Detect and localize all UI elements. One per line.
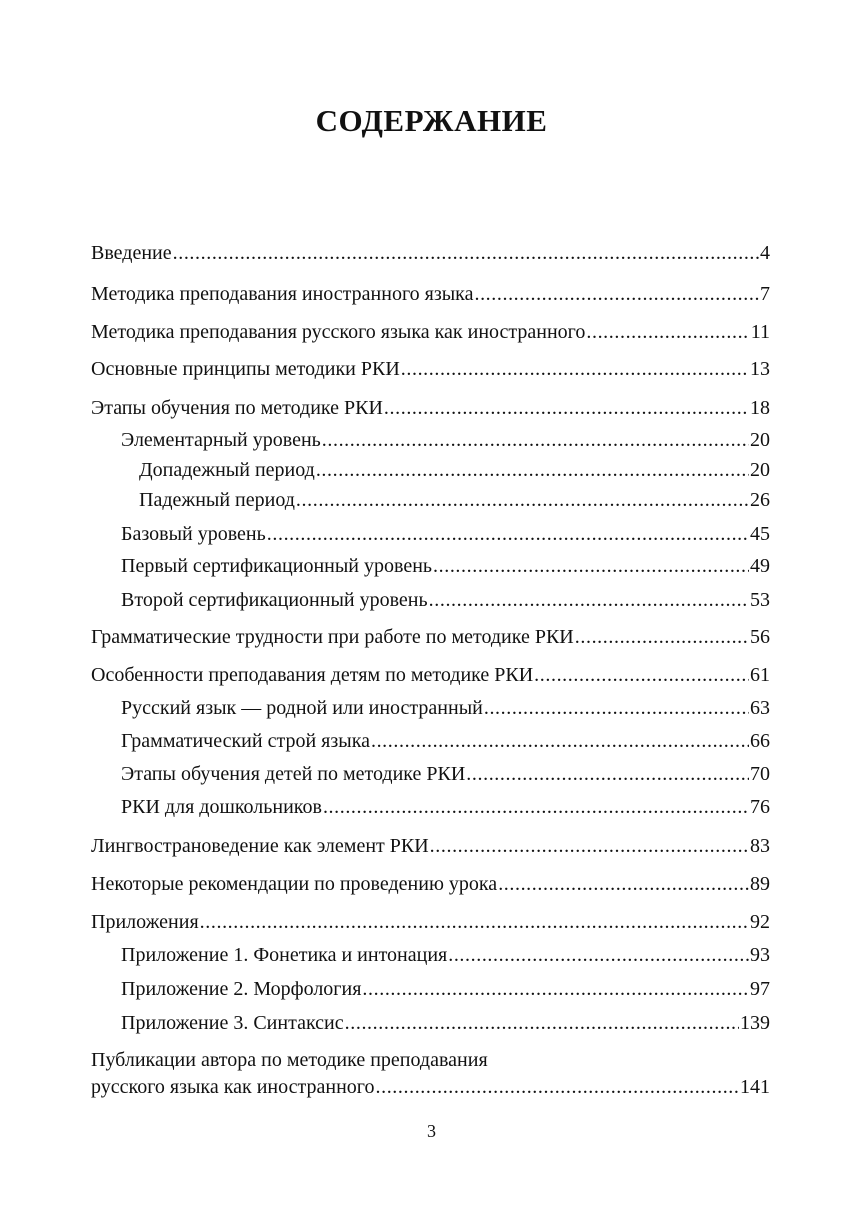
toc-entry-title: РКИ для дошкольников xyxy=(121,796,322,818)
dot-leader xyxy=(534,661,749,689)
dot-leader xyxy=(200,908,749,936)
toc-entry-title: Приложения xyxy=(91,911,199,933)
toc-page-number: 97 xyxy=(750,978,770,1000)
toc-page-number: 92 xyxy=(750,911,770,933)
toc-page-number: 18 xyxy=(750,397,770,419)
toc-entry-publications-line1[interactable]: Публикации автора по методике преподавания xyxy=(91,1049,488,1071)
dot-leader xyxy=(371,727,749,755)
toc-page-number: 4 xyxy=(760,242,770,264)
dot-leader xyxy=(376,1073,740,1101)
toc-entry-title: Русский язык — родной или иностранный xyxy=(121,697,483,719)
toc-page-number: 70 xyxy=(750,763,770,785)
toc-page-number: 26 xyxy=(750,489,770,511)
toc-page-number: 20 xyxy=(750,429,770,451)
toc-entry-title: Приложение 2. Морфология xyxy=(121,978,362,1000)
toc-entry-learning-stages[interactable] xyxy=(91,394,770,422)
dot-leader xyxy=(267,520,749,548)
toc-entry-native-or-foreign[interactable] xyxy=(121,694,770,722)
toc-entry-grammar-difficulties[interactable] xyxy=(91,623,770,651)
toc-page-number: 76 xyxy=(750,796,770,818)
toc-entry-title: Падежный период xyxy=(139,489,295,511)
toc-entry-foreign-language-methods[interactable] xyxy=(91,280,770,308)
toc-entry-title: Лингвострановедение как элемент РКИ xyxy=(91,835,429,857)
toc-entry-title: Методика преподавания иностранного языка xyxy=(91,283,474,305)
toc-entry-lesson-recommendations[interactable] xyxy=(91,870,770,898)
toc-entry-appendices[interactable] xyxy=(91,908,770,936)
toc-entry-children-learning-stages[interactable] xyxy=(121,760,770,788)
toc-entry-base-level[interactable] xyxy=(121,520,770,548)
toc-entry-title: Элементарный уровень xyxy=(121,429,321,451)
dot-leader xyxy=(323,793,749,821)
dot-leader xyxy=(362,975,749,1003)
toc-page-number: 49 xyxy=(750,555,770,577)
dot-leader xyxy=(433,552,749,580)
toc-entry-title: Этапы обучения по методике РКИ xyxy=(91,397,383,419)
toc-entry-title: Грамматический строй языка xyxy=(121,730,370,752)
toc-entry-grammatical-structure[interactable] xyxy=(121,727,770,755)
toc-entry-title: Некоторые рекомендации по проведению урока xyxy=(91,873,498,895)
toc-page-number: 141 xyxy=(740,1076,770,1098)
toc-entry-pre-case-period[interactable] xyxy=(139,456,770,484)
toc-entry-preschoolers[interactable] xyxy=(121,793,770,821)
toc-entry-title: Приложение 1. Фонетика и интонация xyxy=(121,944,448,966)
dot-leader xyxy=(498,870,749,898)
dot-leader xyxy=(575,623,749,651)
toc-entry-title: Первый сертификационный уровень xyxy=(121,555,433,577)
toc-page-number: 83 xyxy=(750,835,770,857)
dot-leader xyxy=(322,426,749,454)
toc-page-number: 89 xyxy=(750,873,770,895)
toc-entry-title: Введение xyxy=(91,242,172,264)
dot-leader xyxy=(401,355,749,383)
toc-entry-case-period[interactable] xyxy=(139,486,770,514)
toc-entry-title: Особенности преподавания детям по методике РКИ xyxy=(91,664,534,686)
toc-entry-appendix-2[interactable] xyxy=(121,975,770,1003)
toc-page-number: 66 xyxy=(750,730,770,752)
toc-page-number: 56 xyxy=(750,626,770,648)
dot-leader xyxy=(316,456,749,484)
toc-page-number: 7 xyxy=(760,283,770,305)
toc-entry-title: Допадежный период xyxy=(139,459,315,481)
toc-entry-appendix-3[interactable] xyxy=(121,1009,770,1037)
toc-page-number: 13 xyxy=(750,358,770,380)
dot-leader xyxy=(296,486,749,514)
toc-page-number: 53 xyxy=(750,589,770,611)
dot-leader xyxy=(586,318,749,346)
dot-leader xyxy=(484,694,749,722)
dot-leader xyxy=(173,239,759,267)
toc-page-number: 93 xyxy=(750,944,770,966)
toc-entry-title: Приложение 3. Синтаксис xyxy=(121,1012,344,1034)
dot-leader xyxy=(448,941,749,969)
toc-entry-introduction[interactable] xyxy=(91,239,770,267)
toc-entry-first-certification-level[interactable] xyxy=(121,552,770,580)
dot-leader xyxy=(384,394,749,422)
toc-entry-title: Этапы обучения детей по методике РКИ xyxy=(121,763,466,785)
toc-page-number: 139 xyxy=(740,1012,770,1034)
toc-entry-teaching-children[interactable] xyxy=(91,661,770,689)
toc-entry-basic-principles[interactable] xyxy=(91,355,770,383)
dot-leader xyxy=(430,832,749,860)
dot-leader xyxy=(474,280,759,308)
page-title: СОДЕРЖАНИЕ xyxy=(315,103,548,138)
dot-leader xyxy=(466,760,749,788)
toc-page-number: 61 xyxy=(750,664,770,686)
toc-entry-title: Грамматические трудности при работе по методике РКИ xyxy=(91,626,574,648)
toc-entry-title: Методика преподавания русского языка как иностранного xyxy=(91,321,586,343)
toc-entry-title: Базовый уровень xyxy=(121,523,266,545)
toc-page-number: 20 xyxy=(750,459,770,481)
toc-page-number: 11 xyxy=(750,321,770,343)
toc-entry-elementary-level[interactable] xyxy=(121,426,770,454)
dot-leader xyxy=(345,1009,739,1037)
page-number: 3 xyxy=(427,1121,436,1141)
toc-entry-linguistic-country-studies[interactable] xyxy=(91,832,770,860)
toc-entry-title: Второй сертификационный уровень xyxy=(121,589,428,611)
toc-entry-rki-methods[interactable] xyxy=(91,318,770,346)
toc-entry-appendix-1[interactable] xyxy=(121,941,770,969)
toc-entry-second-certification-level[interactable] xyxy=(121,586,770,614)
toc-page-number: 45 xyxy=(750,523,770,545)
toc-entry-title: Основные принципы методики РКИ xyxy=(91,358,400,380)
toc-page-number: 63 xyxy=(750,697,770,719)
dot-leader xyxy=(429,586,749,614)
toc-entry-publications[interactable] xyxy=(91,1073,770,1101)
toc-entry-title: русского языка как иностранного xyxy=(91,1076,375,1098)
